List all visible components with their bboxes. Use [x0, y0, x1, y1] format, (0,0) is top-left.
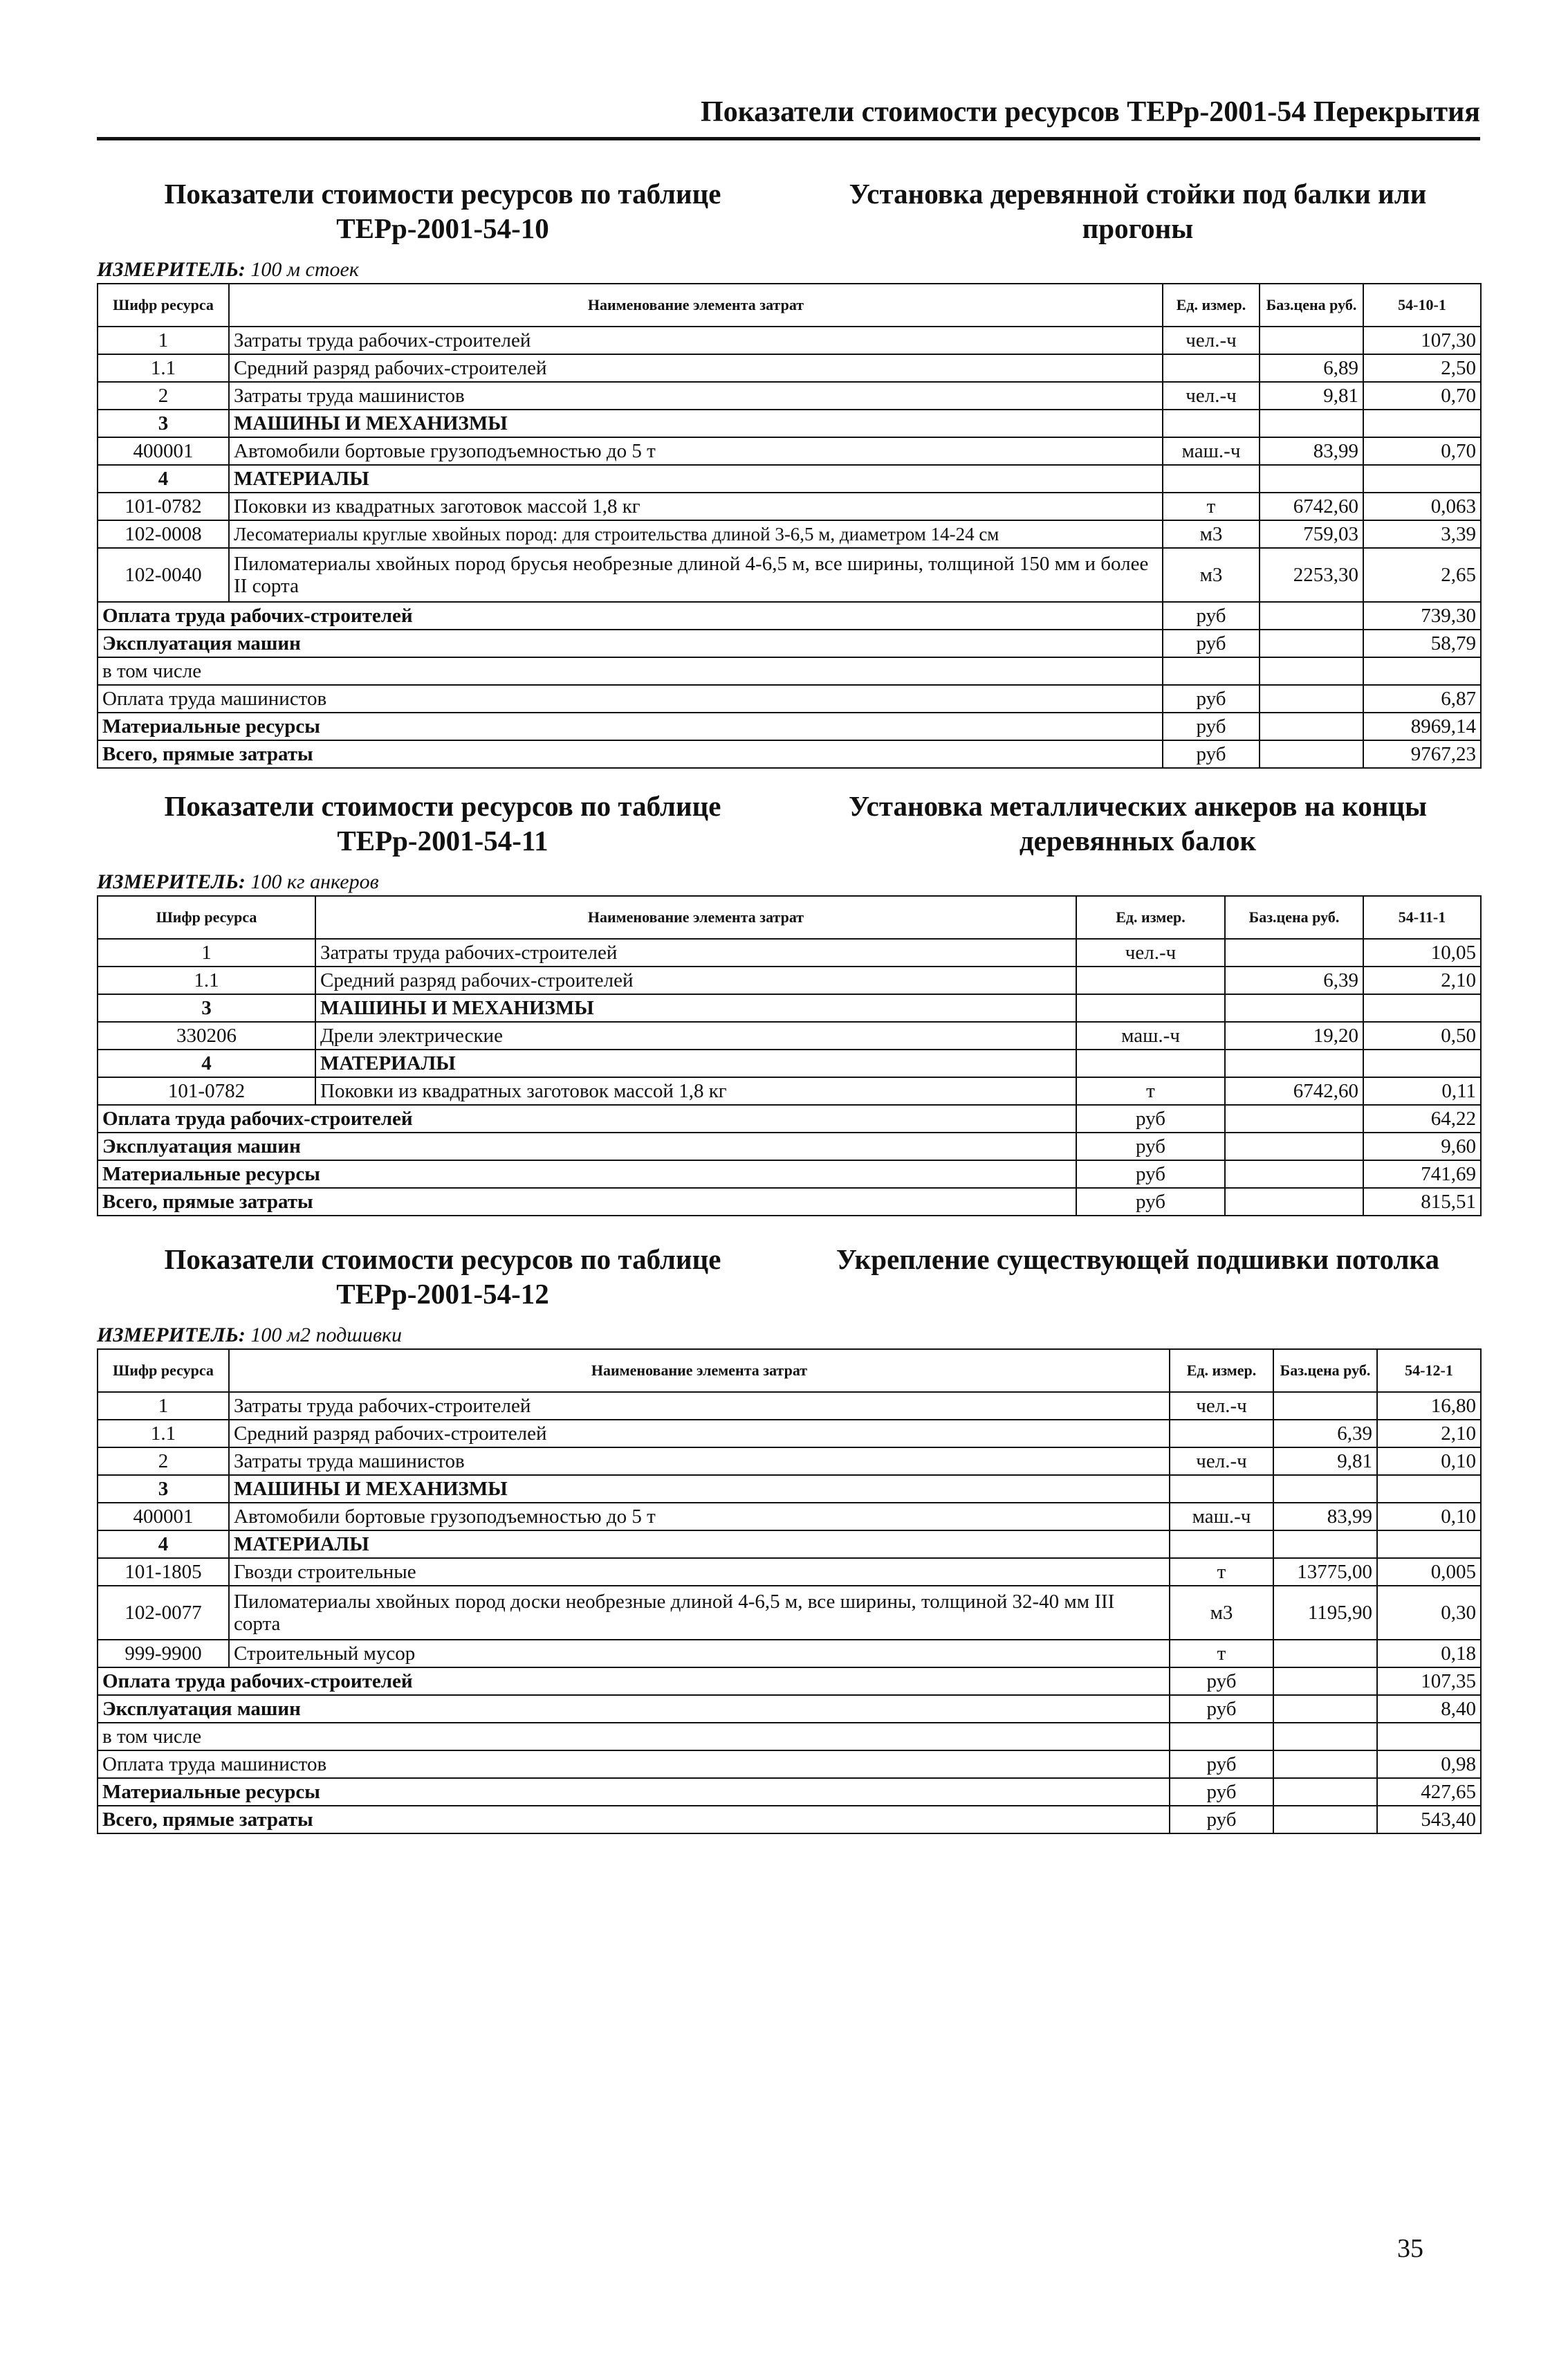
- cell-price: 759,03: [1260, 520, 1363, 548]
- cell-name: Автомобили бортовые грузоподъемностью до 5 т: [229, 437, 1163, 465]
- cell-price: [1273, 1392, 1377, 1420]
- cell-name: Гвозди строительные: [229, 1558, 1170, 1586]
- summary-empty: [1273, 1723, 1377, 1750]
- resource-table: [97, 1348, 1482, 1834]
- section-subtitle: [795, 1242, 1480, 1276]
- cell-name: МАШИНЫ И МЕХАНИЗМЫ: [229, 410, 1163, 437]
- cell-price: 19,20: [1225, 1022, 1363, 1050]
- table-row: [98, 939, 1481, 967]
- section-subtitle-line1: Установка металлических анкеров на концы: [848, 790, 1428, 822]
- table-row: [98, 354, 1481, 382]
- cell-unit: маш.-ч: [1170, 1503, 1273, 1530]
- cell-unit: чел.-ч: [1163, 327, 1260, 354]
- summary-value: 9,60: [1363, 1133, 1481, 1160]
- section-subtitle-line2: деревянных балок: [1019, 825, 1257, 857]
- cell-price: [1225, 939, 1363, 967]
- column-header-code: Шифр ресурса: [98, 1349, 229, 1392]
- summary-unit: руб: [1163, 630, 1260, 657]
- section-title: [97, 176, 788, 246]
- summary-value: 58,79: [1363, 630, 1481, 657]
- cell-unit: [1076, 1050, 1225, 1077]
- cell-price: [1260, 465, 1363, 493]
- cell-name: Дрели электрические: [315, 1022, 1076, 1050]
- summary-empty: [1260, 630, 1363, 657]
- summary-row: [98, 1695, 1481, 1723]
- summary-row: [98, 740, 1481, 768]
- cell-code: 1.1: [98, 354, 229, 382]
- cell-unit: маш.-ч: [1163, 437, 1260, 465]
- summary-empty: [1260, 685, 1363, 713]
- cell-value: 0,30: [1377, 1586, 1481, 1640]
- summary-unit: руб: [1170, 1778, 1273, 1806]
- cell-code: 101-1805: [98, 1558, 229, 1586]
- cell-name: МАШИНЫ И МЕХАНИЗМЫ: [229, 1475, 1170, 1503]
- summary-empty: [1225, 1105, 1363, 1133]
- summary-row: [98, 1188, 1481, 1216]
- summary-value: 741,69: [1363, 1160, 1481, 1188]
- table-row: [98, 437, 1481, 465]
- column-header-price: Баз.цена руб.: [1225, 896, 1363, 939]
- table-row: [98, 1586, 1481, 1640]
- summary-label: Всего, прямые затраты: [98, 1806, 1170, 1833]
- cell-code: 1: [98, 1392, 229, 1420]
- section-title: [97, 1242, 788, 1311]
- cell-name: Пиломатериалы хвойных пород брусья необрезные длиной 4-6,5 м, все ширины, толщиной 150 мм и более II сорта: [229, 548, 1163, 602]
- cell-code: 999-9900: [98, 1640, 229, 1667]
- cell-name: МАТЕРИАЛЫ: [229, 1530, 1170, 1558]
- cell-price: 83,99: [1260, 437, 1363, 465]
- cell-unit: т: [1170, 1640, 1273, 1667]
- cell-name: МАШИНЫ И МЕХАНИЗМЫ: [315, 994, 1076, 1022]
- summary-empty: [1225, 1133, 1363, 1160]
- cell-unit: [1163, 410, 1260, 437]
- column-header-norm: 54-10-1: [1363, 284, 1481, 327]
- cell-unit: м3: [1163, 548, 1260, 602]
- resource-table: [97, 283, 1482, 769]
- cell-code: 101-0782: [98, 493, 229, 520]
- cell-name: Средний разряд рабочих-строителей: [315, 967, 1076, 994]
- summary-row: [98, 713, 1481, 740]
- summary-label: Всего, прямые затраты: [98, 740, 1163, 768]
- cell-code: 3: [98, 994, 315, 1022]
- cell-price: [1273, 1640, 1377, 1667]
- table-header-row: [98, 284, 1481, 327]
- column-header-price: Баз.цена руб.: [1273, 1349, 1377, 1392]
- cell-name: Затраты труда машинистов: [229, 1447, 1170, 1475]
- cell-value: 0,005: [1377, 1558, 1481, 1586]
- cell-price: [1225, 994, 1363, 1022]
- cell-unit: м3: [1163, 520, 1260, 548]
- cell-code: 102-0008: [98, 520, 229, 548]
- column-header-norm: 54-12-1: [1377, 1349, 1481, 1392]
- cell-code: 101-0782: [98, 1077, 315, 1105]
- summary-empty: [1225, 1160, 1363, 1188]
- cell-name: Затраты труда рабочих-строителей: [229, 1392, 1170, 1420]
- summary-unit: руб: [1170, 1750, 1273, 1778]
- section-54-10: [97, 176, 1480, 769]
- summary-value: 739,30: [1363, 602, 1481, 630]
- cell-unit: [1076, 967, 1225, 994]
- cell-code: 4: [98, 1530, 229, 1558]
- cell-value: 0,50: [1363, 1022, 1481, 1050]
- column-header-unit: Ед. измер.: [1170, 1349, 1273, 1392]
- summary-unit: руб: [1076, 1160, 1225, 1188]
- column-header-unit: Ед. измер.: [1076, 896, 1225, 939]
- cell-value: 0,10: [1377, 1447, 1481, 1475]
- cell-code: 102-0077: [98, 1586, 229, 1640]
- summary-unit: [1170, 1723, 1273, 1750]
- summary-empty: [1225, 1188, 1363, 1216]
- table-row: [98, 994, 1481, 1022]
- summary-label: Оплата труда машинистов: [98, 685, 1163, 713]
- summary-label: в том числе: [98, 1723, 1170, 1750]
- section-heading: [97, 176, 1480, 258]
- table-row: [98, 410, 1481, 437]
- measure-label: ИЗМЕРИТЕЛЬ:: [97, 1324, 246, 1346]
- summary-label: Эксплуатация машин: [98, 1133, 1076, 1160]
- cell-value: [1363, 465, 1481, 493]
- cell-name: Затраты труда рабочих-строителей: [229, 327, 1163, 354]
- cell-value: 0,18: [1377, 1640, 1481, 1667]
- section-title-line1: Показатели стоимости ресурсов по таблице: [164, 178, 721, 210]
- summary-label: Эксплуатация машин: [98, 1695, 1170, 1723]
- cell-name: Поковки из квадратных заготовок массой 1,8 кг: [315, 1077, 1076, 1105]
- section-subtitle-line1: Установка деревянной стойки под балки или: [849, 178, 1427, 210]
- table-row: [98, 1640, 1481, 1667]
- table-row: [98, 493, 1481, 520]
- section-title-line2: ТЕРр-2001-54-12: [336, 1278, 549, 1310]
- summary-unit: руб: [1076, 1133, 1225, 1160]
- cell-code: 3: [98, 1475, 229, 1503]
- summary-value: 8,40: [1377, 1695, 1481, 1723]
- column-header-unit: Ед. измер.: [1163, 284, 1260, 327]
- cell-value: [1363, 1050, 1481, 1077]
- table-row: [98, 1050, 1481, 1077]
- cell-value: 16,80: [1377, 1392, 1481, 1420]
- table-row: [98, 382, 1481, 410]
- table-row: [98, 1447, 1481, 1475]
- summary-unit: руб: [1076, 1188, 1225, 1216]
- summary-row: [98, 1750, 1481, 1778]
- section-subtitle-line1: Укрепление существующей подшивки потолка: [836, 1243, 1440, 1275]
- table-row: [98, 1475, 1481, 1503]
- cell-name: Поковки из квадратных заготовок массой 1,8 кг: [229, 493, 1163, 520]
- summary-label: Оплата труда рабочих-строителей: [98, 1105, 1076, 1133]
- cell-price: 1195,90: [1273, 1586, 1377, 1640]
- summary-value: 0,98: [1377, 1750, 1481, 1778]
- section-subtitle: [795, 789, 1480, 858]
- section-subtitle-line2: прогоны: [1082, 212, 1194, 244]
- table-row: [98, 1022, 1481, 1050]
- summary-label: Материальные ресурсы: [98, 1160, 1076, 1188]
- cell-name: Затраты труда машинистов: [229, 382, 1163, 410]
- summary-value: [1377, 1723, 1481, 1750]
- section-subtitle: [795, 176, 1480, 246]
- column-header-code: Шифр ресурса: [98, 896, 315, 939]
- cell-code: 3: [98, 410, 229, 437]
- cell-value: 2,10: [1377, 1420, 1481, 1447]
- summary-value: 6,87: [1363, 685, 1481, 713]
- cell-code: 1.1: [98, 1420, 229, 1447]
- cell-value: [1363, 994, 1481, 1022]
- measure-line: [97, 1324, 1480, 1348]
- cell-value: 0,10: [1377, 1503, 1481, 1530]
- section-heading: [97, 789, 1480, 870]
- cell-unit: чел.-ч: [1163, 382, 1260, 410]
- cell-unit: т: [1163, 493, 1260, 520]
- cell-price: [1225, 1050, 1363, 1077]
- summary-empty: [1260, 602, 1363, 630]
- summary-empty: [1260, 657, 1363, 685]
- cell-price: 6,89: [1260, 354, 1363, 382]
- table-row: [98, 1558, 1481, 1586]
- cell-value: 10,05: [1363, 939, 1481, 967]
- summary-empty: [1260, 713, 1363, 740]
- cell-unit: [1170, 1475, 1273, 1503]
- cell-value: 0,70: [1363, 382, 1481, 410]
- table-row: [98, 327, 1481, 354]
- cell-code: 2: [98, 1447, 229, 1475]
- summary-unit: руб: [1163, 685, 1260, 713]
- cell-unit: [1163, 465, 1260, 493]
- measure-value: 100 кг анкеров: [250, 870, 379, 893]
- column-header-code: Шифр ресурса: [98, 284, 229, 327]
- summary-unit: руб: [1163, 713, 1260, 740]
- cell-price: [1273, 1475, 1377, 1503]
- summary-label: в том числе: [98, 657, 1163, 685]
- summary-unit: руб: [1170, 1695, 1273, 1723]
- cell-price: 2253,30: [1260, 548, 1363, 602]
- summary-label: Оплата труда рабочих-строителей: [98, 1667, 1170, 1695]
- cell-value: [1363, 410, 1481, 437]
- cell-unit: маш.-ч: [1076, 1022, 1225, 1050]
- measure-line: [97, 870, 1480, 895]
- cell-name: Затраты труда рабочих-строителей: [315, 939, 1076, 967]
- cell-name: МАТЕРИАЛЫ: [315, 1050, 1076, 1077]
- summary-row: [98, 630, 1481, 657]
- summary-label: Оплата труда рабочих-строителей: [98, 602, 1163, 630]
- cell-price: 6742,60: [1225, 1077, 1363, 1105]
- cell-code: 2: [98, 382, 229, 410]
- cell-price: 6,39: [1273, 1420, 1377, 1447]
- column-header-price: Баз.цена руб.: [1260, 284, 1363, 327]
- table-header-row: [98, 896, 1481, 939]
- cell-code: 400001: [98, 437, 229, 465]
- column-header-name: Наименование элемента затрат: [229, 284, 1163, 327]
- cell-name: Автомобили бортовые грузоподъемностью до 5 т: [229, 1503, 1170, 1530]
- cell-code: 4: [98, 465, 229, 493]
- summary-value: 427,65: [1377, 1778, 1481, 1806]
- resource-table: [97, 895, 1482, 1216]
- summary-unit: руб: [1076, 1105, 1225, 1133]
- summary-unit: руб: [1170, 1667, 1273, 1695]
- column-header-norm: 54-11-1: [1363, 896, 1481, 939]
- summary-value: [1363, 657, 1481, 685]
- measure-value: 100 м стоек: [250, 258, 359, 281]
- section-title: [97, 789, 788, 858]
- cell-price: 6,39: [1225, 967, 1363, 994]
- cell-price: 9,81: [1260, 382, 1363, 410]
- cell-code: 1: [98, 939, 315, 967]
- section-54-12: [97, 1242, 1480, 1834]
- cell-code: 4: [98, 1050, 315, 1077]
- cell-name: Средний разряд рабочих-строителей: [229, 354, 1163, 382]
- summary-value: 543,40: [1377, 1806, 1481, 1833]
- summary-empty: [1273, 1750, 1377, 1778]
- cell-value: 2,50: [1363, 354, 1481, 382]
- cell-price: 13775,00: [1273, 1558, 1377, 1586]
- cell-code: 330206: [98, 1022, 315, 1050]
- summary-value: 8969,14: [1363, 713, 1481, 740]
- cell-unit: чел.-ч: [1170, 1447, 1273, 1475]
- cell-code: 1: [98, 327, 229, 354]
- summary-empty: [1273, 1667, 1377, 1695]
- measure-value: 100 м2 подшивки: [250, 1324, 403, 1346]
- summary-empty: [1273, 1806, 1377, 1833]
- cell-unit: т: [1170, 1558, 1273, 1586]
- table-row: [98, 548, 1481, 602]
- cell-price: [1260, 410, 1363, 437]
- summary-label: Оплата труда машинистов: [98, 1750, 1170, 1778]
- summary-label: Материальные ресурсы: [98, 713, 1163, 740]
- cell-price: 6742,60: [1260, 493, 1363, 520]
- section-heading: [97, 1242, 1480, 1324]
- measure-label: ИЗМЕРИТЕЛЬ:: [97, 870, 246, 893]
- cell-value: 0,063: [1363, 493, 1481, 520]
- table-row: [98, 520, 1481, 548]
- summary-value: 815,51: [1363, 1188, 1481, 1216]
- summary-row: [98, 602, 1481, 630]
- cell-value: 107,30: [1363, 327, 1481, 354]
- cell-unit: [1170, 1420, 1273, 1447]
- summary-unit: руб: [1170, 1806, 1273, 1833]
- cell-price: [1260, 327, 1363, 354]
- page-header: Показатели стоимости ресурсов ТЕРр-2001-54 Перекрытия: [97, 95, 1480, 140]
- summary-empty: [1260, 740, 1363, 768]
- table-row: [98, 1077, 1481, 1105]
- cell-value: [1377, 1475, 1481, 1503]
- cell-value: 2,65: [1363, 548, 1481, 602]
- summary-value: 107,35: [1377, 1667, 1481, 1695]
- table-row: [98, 1530, 1481, 1558]
- section-title-line1: Показатели стоимости ресурсов по таблице: [164, 1243, 721, 1275]
- cell-value: 0,11: [1363, 1077, 1481, 1105]
- summary-row: [98, 1723, 1481, 1750]
- section-title-line2: ТЕРр-2001-54-10: [336, 212, 549, 244]
- cell-code: 102-0040: [98, 548, 229, 602]
- summary-value: 64,22: [1363, 1105, 1481, 1133]
- cell-value: 0,70: [1363, 437, 1481, 465]
- cell-unit: чел.-ч: [1076, 939, 1225, 967]
- cell-name: МАТЕРИАЛЫ: [229, 465, 1163, 493]
- cell-unit: т: [1076, 1077, 1225, 1105]
- cell-unit: [1076, 994, 1225, 1022]
- summary-row: [98, 1105, 1481, 1133]
- summary-unit: руб: [1163, 602, 1260, 630]
- summary-row: [98, 1806, 1481, 1833]
- measure-line: [97, 258, 1480, 283]
- summary-row: [98, 1160, 1481, 1188]
- summary-label: Всего, прямые затраты: [98, 1188, 1076, 1216]
- cell-price: 9,81: [1273, 1447, 1377, 1475]
- summary-row: [98, 1133, 1481, 1160]
- cell-value: 2,10: [1363, 967, 1481, 994]
- column-header-name: Наименование элемента затрат: [229, 1349, 1170, 1392]
- summary-empty: [1273, 1695, 1377, 1723]
- cell-name: Пиломатериалы хвойных пород доски необрезные длиной 4-6,5 м, все ширины, толщиной 32-40 мм III сорта: [229, 1586, 1170, 1640]
- cell-unit: [1163, 354, 1260, 382]
- summary-unit: руб: [1163, 740, 1260, 768]
- cell-unit: чел.-ч: [1170, 1392, 1273, 1420]
- table-row: [98, 1392, 1481, 1420]
- column-header-name: Наименование элемента затрат: [315, 896, 1076, 939]
- summary-row: [98, 1778, 1481, 1806]
- cell-price: 83,99: [1273, 1503, 1377, 1530]
- summary-empty: [1273, 1778, 1377, 1806]
- table-row: [98, 465, 1481, 493]
- cell-code: 1.1: [98, 967, 315, 994]
- summary-row: [98, 1667, 1481, 1695]
- table-row: [98, 967, 1481, 994]
- section-title-line1: Показатели стоимости ресурсов по таблице: [164, 790, 721, 822]
- table-row: [98, 1420, 1481, 1447]
- cell-price: [1273, 1530, 1377, 1558]
- cell-value: [1377, 1530, 1481, 1558]
- cell-name: Средний разряд рабочих-строителей: [229, 1420, 1170, 1447]
- summary-label: Материальные ресурсы: [98, 1778, 1170, 1806]
- cell-code: 400001: [98, 1503, 229, 1530]
- section-54-11: [97, 789, 1480, 1216]
- summary-label: Эксплуатация машин: [98, 630, 1163, 657]
- summary-unit: [1163, 657, 1260, 685]
- cell-name: Строительный мусор: [229, 1640, 1170, 1667]
- cell-name: Лесоматериалы круглые хвойных пород: для строительства длиной 3-6,5 м, диаметром 14-24 см: [229, 520, 1163, 548]
- table-header-row: [98, 1349, 1481, 1392]
- summary-row: [98, 685, 1481, 713]
- measure-label: ИЗМЕРИТЕЛЬ:: [97, 258, 246, 281]
- cell-value: 3,39: [1363, 520, 1481, 548]
- cell-unit: [1170, 1530, 1273, 1558]
- section-title-line2: ТЕРр-2001-54-11: [337, 825, 548, 857]
- summary-value: 9767,23: [1363, 740, 1481, 768]
- cell-unit: м3: [1170, 1586, 1273, 1640]
- page-number: 35: [1397, 2234, 1423, 2263]
- table-row: [98, 1503, 1481, 1530]
- summary-row: [98, 657, 1481, 685]
